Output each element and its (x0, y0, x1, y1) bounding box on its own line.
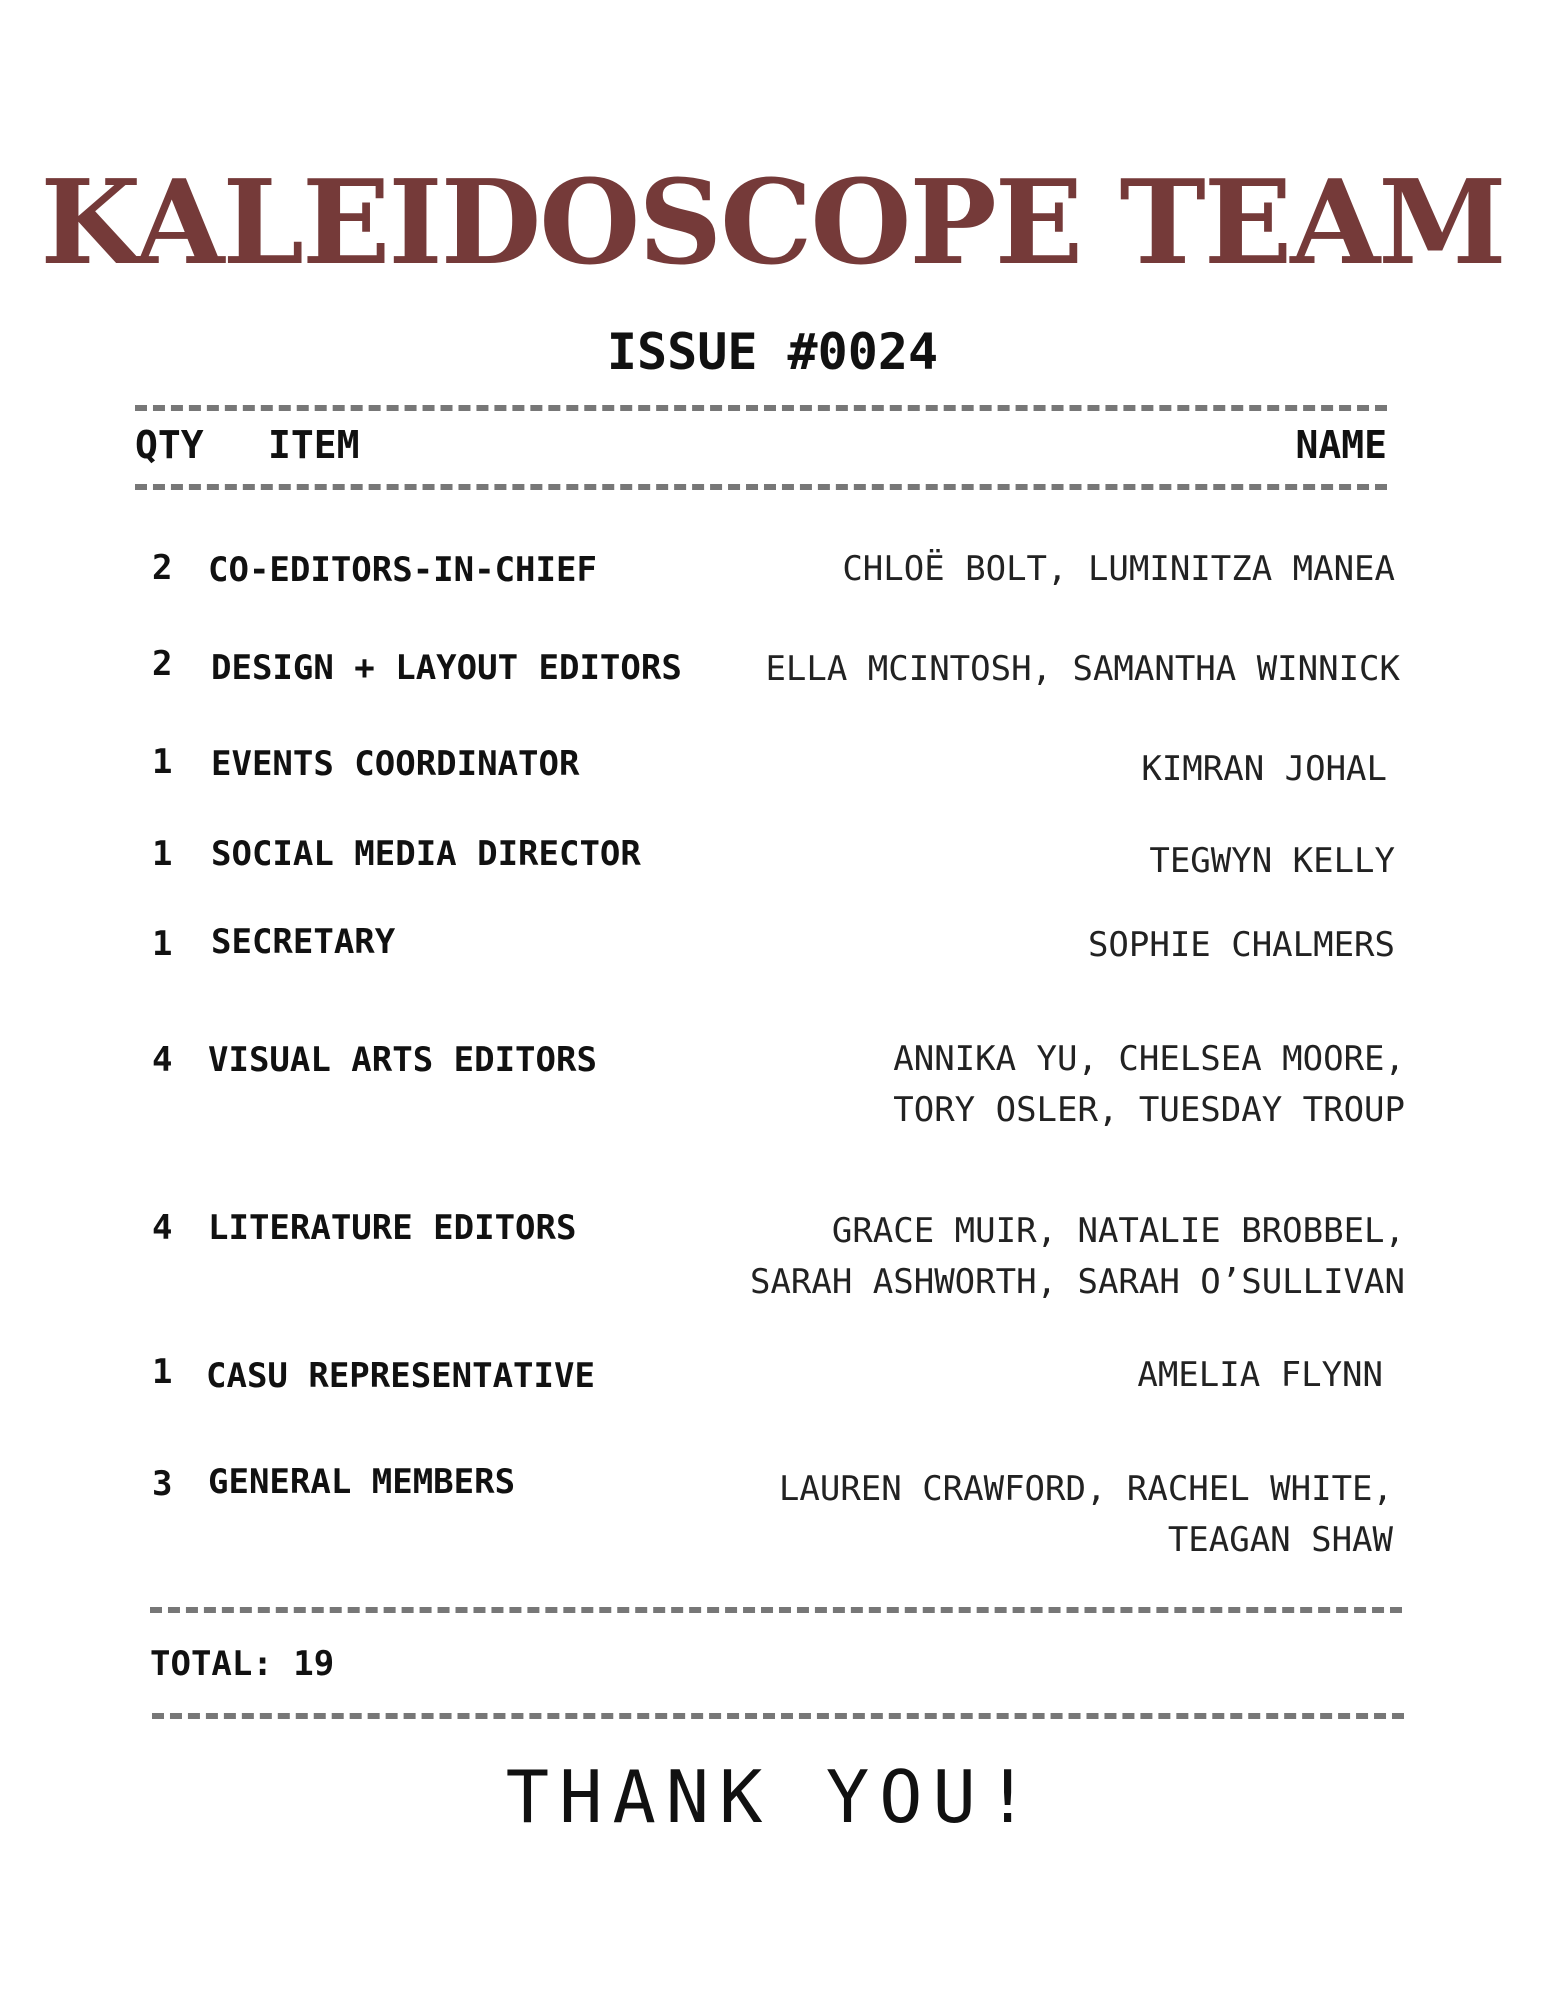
row-names: LAUREN CRAWFORD, RACHEL WHITE, TEAGAN SHAW (778, 1469, 1393, 1560)
divider-header (135, 484, 1387, 490)
row-names: CHLOË BOLT, LUMINITZA MANEA (842, 549, 1395, 589)
issue-number: ISSUE #0024 (606, 323, 939, 381)
row-names: SOPHIE CHALMERS (1087, 925, 1395, 965)
row-qty: 2 (152, 548, 173, 588)
row-names: TEGWYN KELLY (1149, 841, 1395, 881)
row-qty: 3 (152, 1464, 173, 1504)
row-qty: 1 (152, 924, 173, 964)
row-item: CO-EDITORS-IN-CHIEF (208, 550, 597, 590)
row-item: CASU REPRESENTATIVE (206, 1356, 595, 1396)
row-names: GRACE MUIR, NATALIE BROBBEL, SARAH ASHWORTH, SARAH O’SULLIVAN (749, 1211, 1405, 1302)
row-item: LITERATURE EDITORS (208, 1208, 577, 1248)
row-names: KIMRAN JOHAL (1141, 749, 1387, 789)
row-names: ELLA MCINTOSH, SAMANTHA WINNICK (765, 649, 1400, 689)
divider-bottom (150, 1607, 1402, 1613)
row-names: ANNIKA YU, CHELSEA MOORE, TORY OSLER, TUESDAY TROUP (893, 1039, 1405, 1130)
page-title: KALEIDOSCOPE TEAM (40, 155, 1505, 291)
divider-top (135, 405, 1387, 411)
row-item: SECRETARY (211, 922, 396, 962)
row-item: DESIGN + LAYOUT EDITORS (211, 648, 682, 688)
row-qty: 1 (152, 1352, 173, 1392)
row-qty: 4 (152, 1208, 173, 1248)
row-qty: 1 (152, 834, 173, 874)
row-item: EVENTS COORDINATOR (211, 744, 580, 784)
total-count: TOTAL: 19 (150, 1644, 335, 1684)
thank-you-message: THANK YOU! (505, 1755, 1040, 1839)
row-qty: 2 (152, 644, 173, 684)
row-item: SOCIAL MEDIA DIRECTOR (211, 834, 641, 874)
column-header-qty: QTY (135, 423, 204, 467)
row-names: AMELIA FLYNN (1137, 1355, 1383, 1395)
divider-total (152, 1713, 1404, 1719)
column-header-item: ITEM (268, 423, 360, 467)
column-header-name: NAME (1295, 423, 1387, 467)
row-item: VISUAL ARTS EDITORS (208, 1040, 597, 1080)
row-qty: 4 (152, 1040, 173, 1080)
row-item: GENERAL MEMBERS (208, 1462, 516, 1502)
row-qty: 1 (152, 742, 173, 782)
